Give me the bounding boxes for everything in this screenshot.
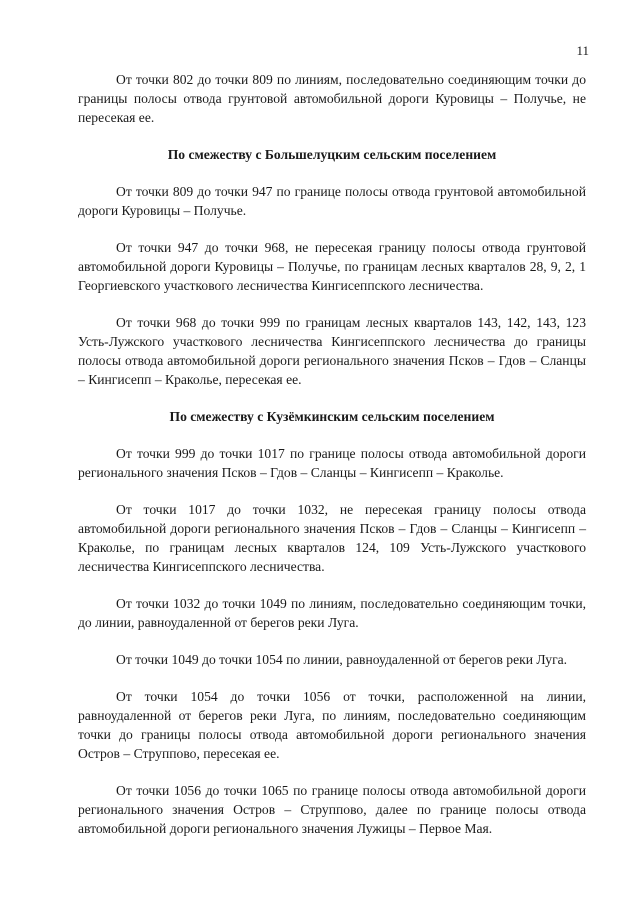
paragraph-1017-1032: От точки 1017 до точки 1032, не пересекая границу полосы отвода автомобильной дороги регионального значения Псков – Гдов – Сланцы – Кингисепп – Краколье, по границам лесных кварталов 124, 109 Усть-Лужского участкового лесничества Кингисеппского лесничества. — [78, 502, 586, 574]
document-body — [78, 70, 586, 838]
paragraph-1056-1065: От точки 1056 до точки 1065 по границе полосы отвода автомобильной дороги регионального значения Остров – Струппово, далее по границе полосы отвода автомобильной дороги регионального значения Лужицы – Первое Мая. — [78, 783, 586, 836]
paragraph-1032-1049: От точки 1032 до точки 1049 по линиям, последовательно соединяющим точки, до линии, равноудаленной от берегов реки Луга. — [78, 596, 586, 630]
paragraph-999-1017: От точки 999 до точки 1017 по границе полосы отвода автомобильной дороги регионального значения Псков – Гдов – Сланцы – Кингисепп – Краколье. — [78, 446, 586, 480]
paragraph-802-809: От точки 802 до точки 809 по линиям, последовательно соединяющим точки до границы полосы отвода грунтовой автомобильной дороги Куровицы – Получье, не пересекая ее. — [78, 72, 586, 125]
paragraph-1049-1054: От точки 1049 до точки 1054 по линии, равноудаленной от берегов реки Луга. — [116, 652, 568, 667]
paragraph-1054-1056: От точки 1054 до точки 1056 от точки, расположенной на линии, равноудаленной от берегов реки Луга, по линиям, последовательно соединяющим точки до границы полосы отвода автомобильной дороги регионального значения Остров – Струппово, пересекая ее. — [78, 689, 586, 761]
section-heading-kuzemkinskoe: По смежеству с Кузёмкинским сельским поселением — [169, 409, 495, 424]
paragraph-947-968: От точки 947 до точки 968, не пересекая границу полосы отвода грунтовой автомобильной дороги Куровицы – Получье, по границам лесных кварталов 28, 9, 2, 1 Георгиевского участкового лесничества Кингисеппского лесничества. — [78, 240, 586, 293]
paragraph-968-999: От точки 968 до точки 999 по границам лесных кварталов 143, 142, 143, 123 Усть-Лужского участкового лесничества Кингисеппского лесничества до границы полосы отвода автомобильной дороги регионального значения Псков – Гдов – Сланцы – Кингисепп – Краколье, пересекая ее. — [78, 315, 586, 387]
section-heading-bolsheluckoe: По смежеству с Большелуцким сельским поселением — [167, 147, 497, 162]
page-number: 11 — [576, 43, 589, 58]
paragraph-809-947: От точки 809 до точки 947 по границе полосы отвода грунтовой автомобильной дороги Куровицы – Получье. — [78, 184, 586, 218]
